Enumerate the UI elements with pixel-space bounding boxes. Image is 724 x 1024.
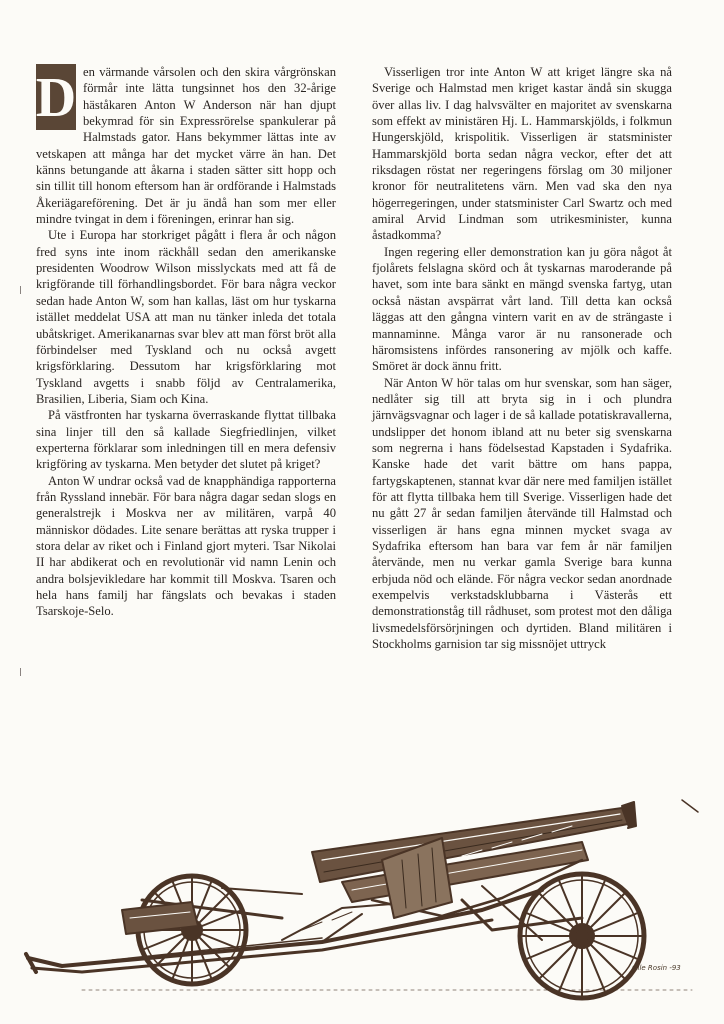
artist-signature: Olle Rosin -93 xyxy=(632,964,681,972)
right-column xyxy=(372,64,672,652)
paragraph: en värmande vårsolen och den skira vårgrönskan förmår inte lätta tungsinnet hos den 32-årige häståkaren Anton W Anderson när han djupt bekymrad för sin Expressrörelse spankulerar på Halmstads gator. Hans bekymmer lättas inte av vetskapen att många har det mycket värre än han. Det känns betungande att åkarna i staden sätter sitt hopp och sin tillit till honom eftersom han är ordförande i Halmstads Åkeriägareförening. Det är ju ändå han som mer eller mindre tvingat in dem i föreningen, erinrar han sig. xyxy=(36,65,336,227)
field-cannon-illustration xyxy=(22,790,712,1004)
svg-text:D: D xyxy=(36,67,76,129)
scan-mark xyxy=(20,286,21,294)
drop-cap-letter-icon xyxy=(36,64,76,130)
paragraph: Ingen regering eller demonstration kan ju göra något åt fjolårets felslagna skörd och åt tyskarnas maroderande på havet, som inte bara sänkt en mängd svenska fartyg, utan också nästan avspärrat vårt land. Till detta kan också läggas att den gångna vintern varit en av de strängaste i mannaminne. Många varor är nu ransonerade och häromsistens infördes ransonering av mjölk och kaffe. Smöret är dock ännu fritt. xyxy=(372,244,672,374)
drop-cap xyxy=(36,64,76,130)
paragraph: Ute i Europa har storkriget pågått i flera år och någon fred syns inte inom räckhåll sedan den amerikanske presidenten Woodrow Wilson misslyckats med att få de krigförande till förhandlingsbordet. För bara några veckor sedan hade Anton W, som han kallas, läst om hur tyskarna istället meddelat USA att man nu tänker inleda det totala ubåtskriget. Amerikanarnas svar blev att man först bröt alla förbindelser med Tyskland och nu också avgett krigsförklaring. Dessutom har krigsförklaring mot Tyskland avgetts i snabb följd av Centralamerika, Brasilien, Liberia, Siam och Kina. xyxy=(36,228,336,406)
paragraph: Visserligen tror inte Anton W att kriget längre ska nå Sverige och Halmstad men kriget kastar ändå sin skugga över allas liv. I dag halvsvälter en majoritet av svenskarna som effekt av ministären Hj. L. Hammarskjölds, i folkmun Hungerskjöld, krispolitik. Visserligen är statsminister Hammarskjöld borta sedan några veckor, efter det att riksdagen röstat ner regeringens förslag om 30 miljoner kronor för neutralitetens värn. Men vad ska den nya högerregeringen, under statsminister Carl Swartz och med amiral Arvid Lindman som utrikesminister, kunna åstadkomma? xyxy=(372,65,672,243)
scan-mark xyxy=(20,668,21,676)
paragraph: Anton W undrar också vad de knapphändiga rapporterna från Ryssland innebär. För bara några dagar sedan slogs en generalstrejk i Moskva ner av militären, varpå 40 människor dödades. Lite senare berättas att ryska trupper i stora delar av riket och i Finland gjort myteri. Tsar Nikolai II har abdikerat och en revolutionär vid namn Lenin och andra bolsjevikledare har kommit till Moskva. Tsaren och hela hans familj har fängslats och bevakas i staden Tsarskoje-Selo. xyxy=(36,473,336,619)
left-column xyxy=(36,64,336,620)
paragraph: När Anton W hör talas om hur svenskar, som han säger, nedlåter sig till att bryta sig in i och plundra järnvägsvagnar och lager i de så kallade potatiskravallerna, undslipper det honom ibland att nu beter sig svenskarna som negrerna i hans födelsestad Kapstaden i Sydafrika. Kanske hade det varit bättre om hans pappa, fartygskaptenen, stannat kvar där nere med familjen istället för att flytta tillbaka hem till Sverige. Visserligen hade det nu gått 27 år sedan familjen återvände till Halmstad och visserligen är hans egna minnen mycket svaga av Sydafrika eftersom han bara var fem år när familjen återvände, men nu verkar gamla Sverige bara kunna erbjuda nöd och elände. För några veckor sedan anordnade exempelvis verkstadsklubbarna i Västerås ett demonstrationståg till rådhuset, som protest mot den dåliga livsmedelsförsörjningen och dyrtiden. Bland militären i Stockholms garnision tar sig missnöjet uttryck xyxy=(372,375,672,652)
paragraph: På västfronten har tyskarna överraskande flyttat tillbaka sina linjer till den så kallade Siegfriedlinjen, vilket experterna förklarar som inledningen till en mera defensiv krigföring av tyskarna. Men betyder det slutet på kriget? xyxy=(36,408,336,472)
